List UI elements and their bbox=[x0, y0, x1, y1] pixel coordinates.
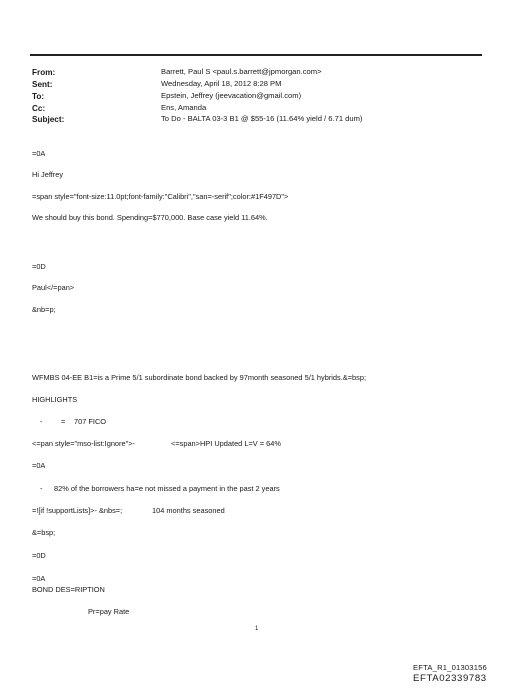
sent-label: Sent: bbox=[32, 80, 53, 89]
cc-label: Cc: bbox=[32, 104, 46, 113]
body-line-6: Paul</=pan> bbox=[32, 283, 75, 292]
bullet-2-marker: - bbox=[40, 484, 43, 493]
bates-stamp-small: EFTA_R1_01303156 bbox=[413, 663, 487, 672]
body-line-11a: <=pan style="mso-list:Ignore">- bbox=[32, 439, 136, 448]
body-line-14a: =![if !supportLists]>- &nbs=; bbox=[32, 506, 123, 515]
from-label: From: bbox=[32, 68, 56, 77]
body-line-1: =0A bbox=[32, 149, 46, 158]
body-line-17: =0A bbox=[32, 574, 46, 583]
body-line-14b: 104 months seasoned bbox=[152, 506, 225, 515]
page-number: 1 bbox=[255, 626, 259, 632]
body-line-11b: <=span>HPI Updated L=V = 64% bbox=[171, 439, 281, 448]
bullet-1-text: 707 FICO bbox=[74, 417, 107, 426]
cc-value: Ens, Amanda bbox=[161, 103, 207, 112]
body-line-12: =0A bbox=[32, 461, 46, 470]
bullet-1-marker: - bbox=[40, 417, 43, 426]
body-line-5: =0D bbox=[32, 262, 46, 271]
body-line-9: HIGHLIGHTS bbox=[32, 395, 78, 404]
bullet-2-text: 82% of the borrowers ha=e not missed a payment in the past 2 years bbox=[54, 484, 280, 493]
body-line-2: Hi Jeffrey bbox=[32, 170, 64, 179]
body-line-19: Pr=pay Rate bbox=[88, 607, 130, 616]
body-line-4: We should buy this bond. Spending=$770,000. Base case yield 11.64%. bbox=[32, 213, 268, 222]
body-line-7: &nb=p; bbox=[32, 305, 56, 314]
sent-value: Wednesday, April 18, 2012 8:28 PM bbox=[161, 79, 282, 88]
body-line-16: =0D bbox=[32, 551, 46, 560]
body-line-3: =span style="font-size:11.0pt;font-family:"Calibri","san=-serif";color:#1F497D"> bbox=[32, 192, 289, 201]
from-value: Barrett, Paul S <paul.s.barrett@jpmorgan.com> bbox=[161, 67, 322, 76]
to-label: To: bbox=[32, 92, 45, 101]
bates-stamp-large: EFTA02339783 bbox=[413, 673, 487, 684]
body-line-15: &=bsp; bbox=[32, 528, 56, 537]
body-line-18: BOND DES=RIPTION bbox=[32, 585, 105, 594]
body-line-8: WFMBS 04-EE B1=is a Prime 5/1 subordinate bond backed by 97month seasoned 5/1 hybrids.&=bsp; bbox=[32, 373, 367, 382]
header-rule bbox=[30, 54, 482, 56]
bullet-1-mid: = bbox=[61, 417, 66, 426]
to-value: Epstein, Jeffrey (jeevacation@gmail.com) bbox=[161, 91, 302, 100]
subject-value: To Do - BALTA 03-3 B1 @ $55-16 (11.64% yield / 6.71 dum) bbox=[161, 114, 363, 123]
subject-label: Subject: bbox=[32, 115, 65, 124]
